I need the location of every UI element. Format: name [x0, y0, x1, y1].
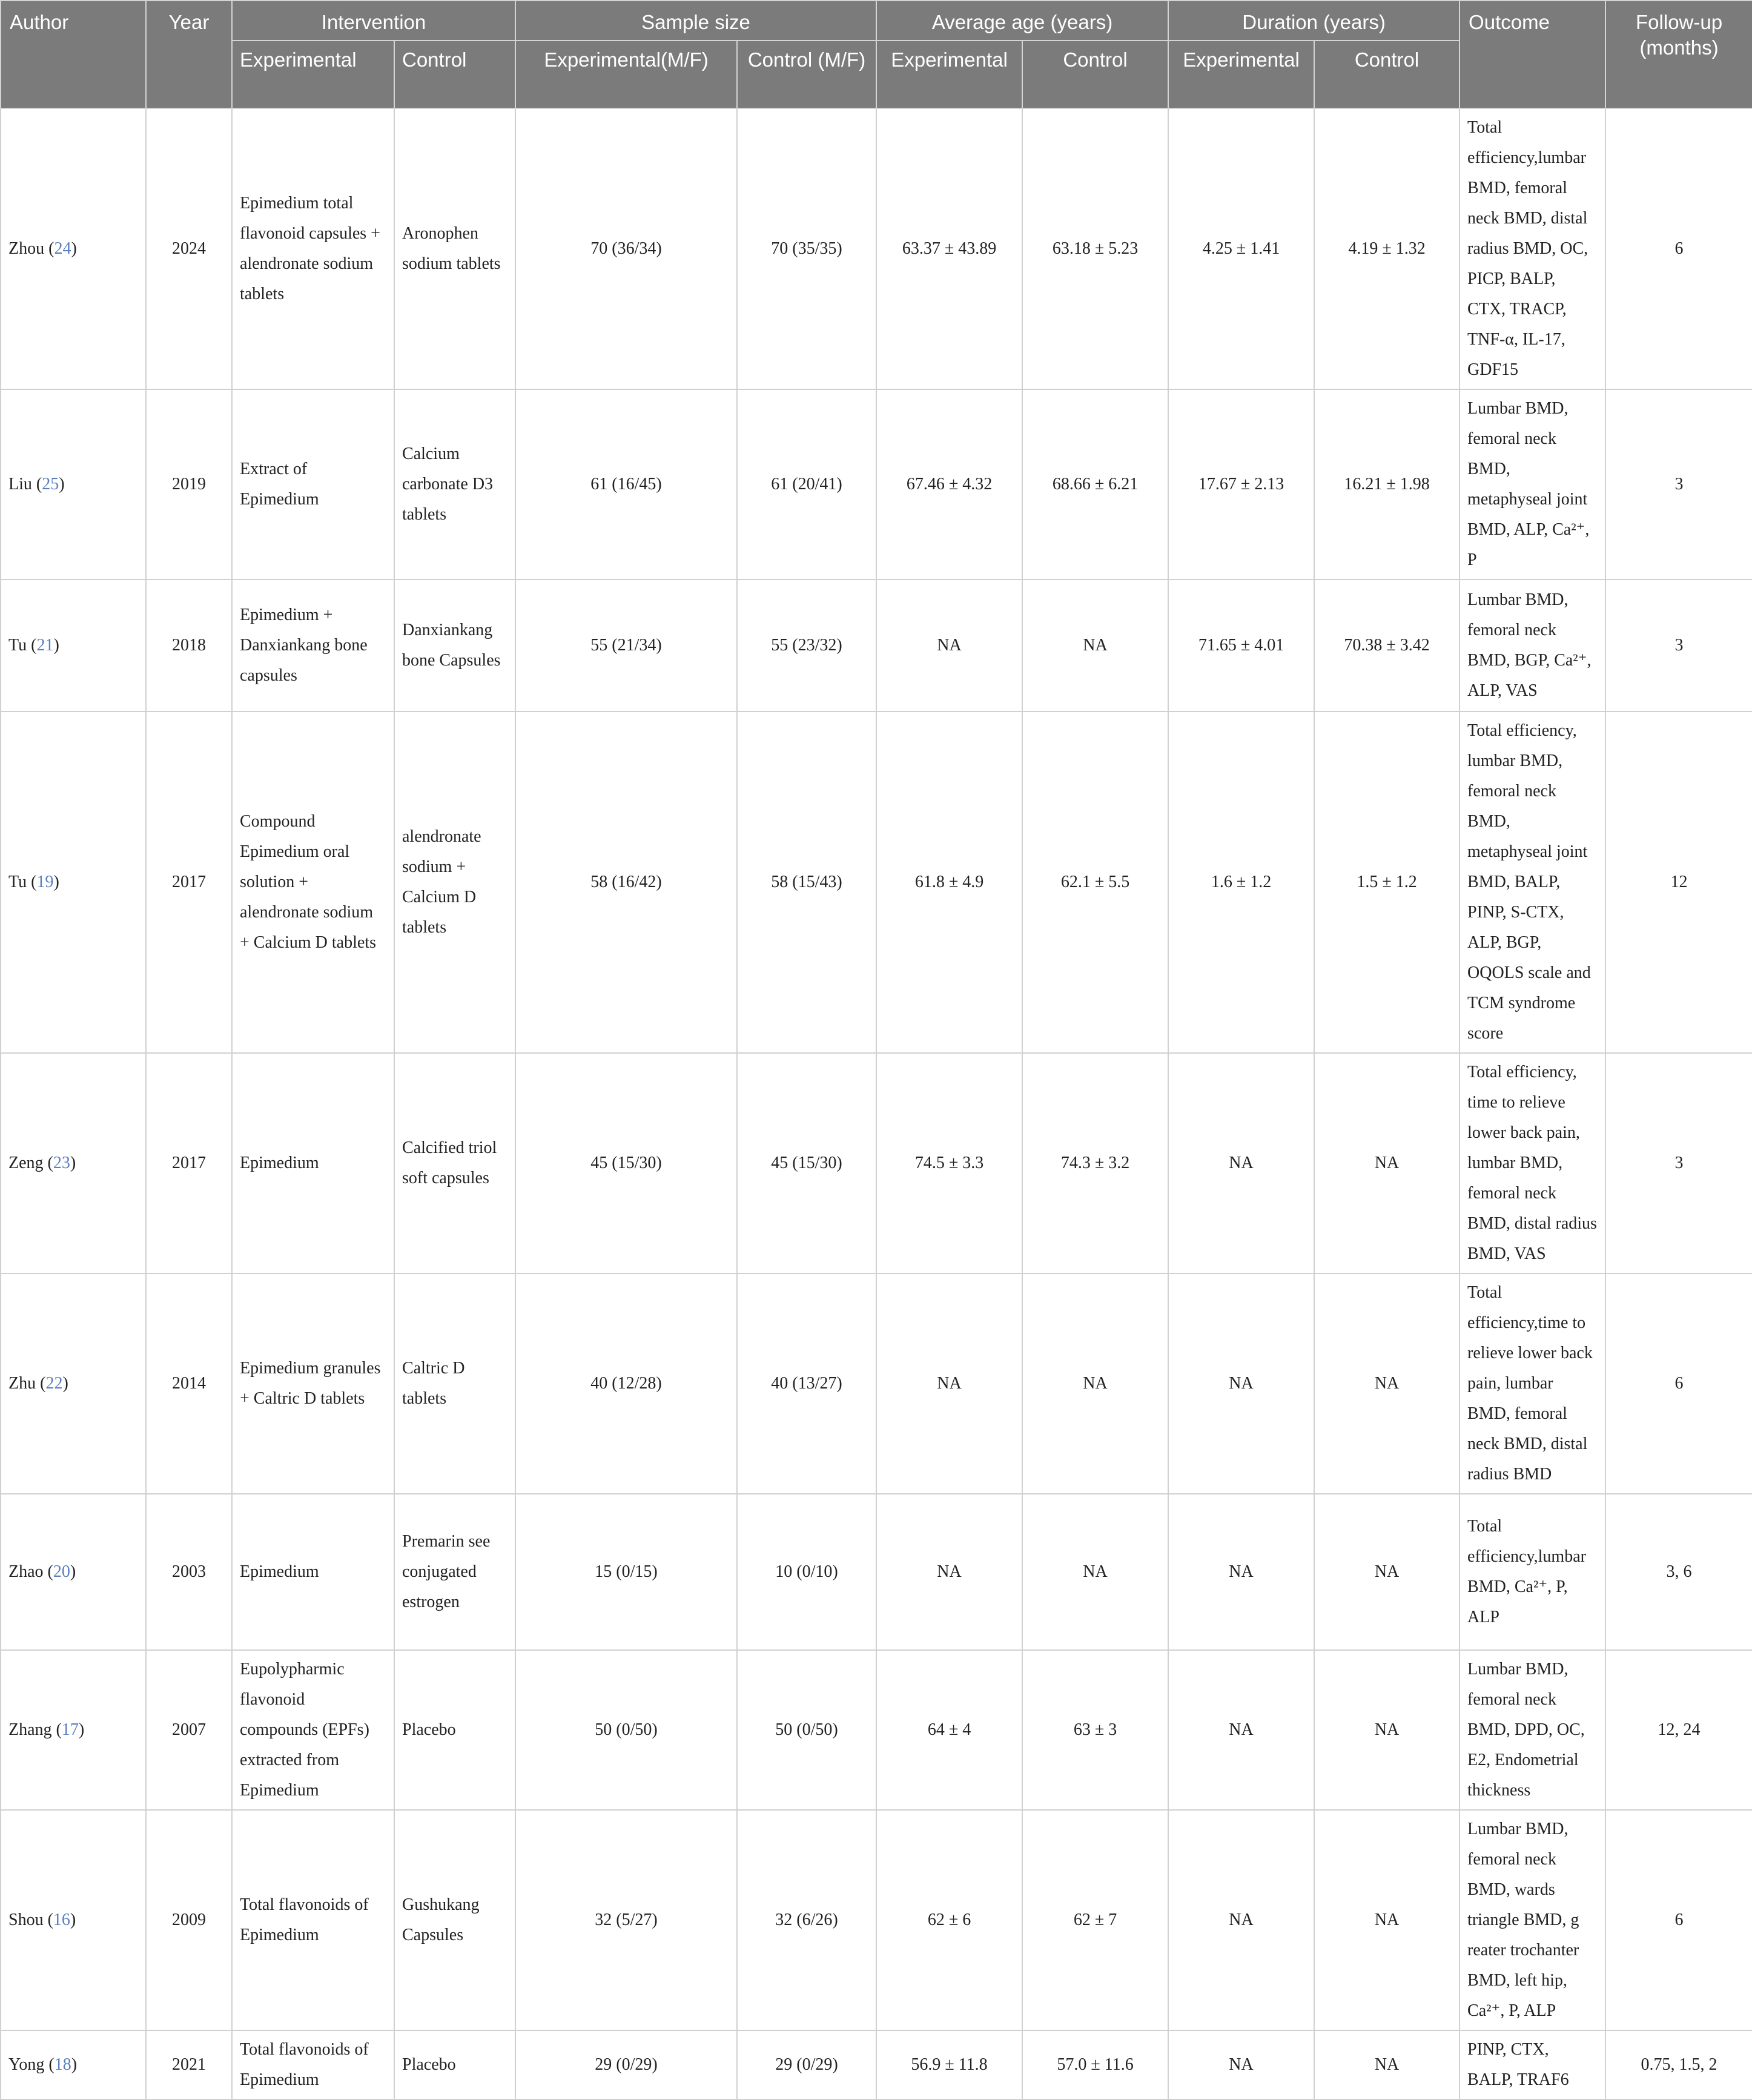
sample-control-cell: 40 (13/27) — [737, 1273, 876, 1494]
reference-link[interactable]: 17 — [61, 1720, 79, 1739]
sample-experimental-cell: 70 (36/34) — [515, 108, 737, 389]
header-sample-experimental: Experimental(M/F) — [515, 41, 737, 108]
table-body — [1, 108, 1752, 2099]
intervention-experimental-cell: Total flavonoids of Epimedium — [232, 2030, 394, 2099]
author-cell: Zhu (22) — [1, 1273, 146, 1494]
followup-cell: 3, 6 — [1605, 1494, 1752, 1650]
age-experimental-cell: 56.9 ± 11.8 — [876, 2030, 1022, 2099]
intervention-experimental-cell: Epimedium — [232, 1494, 394, 1650]
year-cell: 2003 — [146, 1494, 232, 1650]
duration-control-cell: 4.19 ± 1.32 — [1314, 108, 1459, 389]
year-cell: 2017 — [146, 1053, 232, 1273]
sample-control-cell: 10 (0/10) — [737, 1494, 876, 1650]
age-experimental-cell: 63.37 ± 43.89 — [876, 108, 1022, 389]
sample-control-cell: 45 (15/30) — [737, 1053, 876, 1273]
duration-control-cell: 1.5 ± 1.2 — [1314, 712, 1459, 1053]
intervention-experimental-cell: Eupolypharmic flavonoid compounds (EPFs) extracted from Epimedium — [232, 1650, 394, 1810]
age-control-cell: NA — [1022, 579, 1168, 712]
age-control-cell: 57.0 ± 11.6 — [1022, 2030, 1168, 2099]
duration-control-cell: 70.38 ± 3.42 — [1314, 579, 1459, 712]
year-cell: 2007 — [146, 1650, 232, 1810]
age-experimental-cell: 64 ± 4 — [876, 1650, 1022, 1810]
sample-control-cell: 55 (23/32) — [737, 579, 876, 712]
intervention-experimental-cell: Epimedium granules + Caltric D tablets — [232, 1273, 394, 1494]
duration-experimental-cell: NA — [1168, 1650, 1314, 1810]
age-experimental-cell: 61.8 ± 4.9 — [876, 712, 1022, 1053]
age-control-cell: 63.18 ± 5.23 — [1022, 108, 1168, 389]
table-header — [1, 1, 1752, 108]
sample-control-cell: 58 (15/43) — [737, 712, 876, 1053]
header-sample-size: Sample size — [515, 1, 876, 41]
header-intervention-experimental: Experimental — [232, 41, 394, 108]
followup-cell: 6 — [1605, 1810, 1752, 2030]
sample-experimental-cell: 45 (15/30) — [515, 1053, 737, 1273]
sample-control-cell: 32 (6/26) — [737, 1810, 876, 2030]
sample-control-cell: 61 (20/41) — [737, 389, 876, 579]
followup-cell: 12, 24 — [1605, 1650, 1752, 1810]
followup-cell: 3 — [1605, 1053, 1752, 1273]
author-name: Zhu — [8, 1374, 36, 1393]
outcome-cell: Lumbar BMD, femoral neck BMD, metaphyseal joint BMD, ALP, Ca²⁺, P — [1459, 389, 1605, 579]
table-row — [1, 2030, 1752, 2099]
duration-experimental-cell: 4.25 ± 1.41 — [1168, 108, 1314, 389]
year-cell: 2009 — [146, 1810, 232, 2030]
reference-link[interactable]: 16 — [53, 1910, 70, 1929]
duration-experimental-cell: NA — [1168, 1810, 1314, 2030]
author-name: Tu — [8, 636, 27, 655]
outcome-cell: PINP, CTX, BALP, TRAF6 — [1459, 2030, 1605, 2099]
duration-control-cell: NA — [1314, 1273, 1459, 1494]
year-cell: 2017 — [146, 712, 232, 1053]
year-cell: 2018 — [146, 579, 232, 712]
intervention-control-cell: Caltric D tablets — [394, 1273, 515, 1494]
author-name: Liu — [8, 475, 32, 494]
duration-control-cell: NA — [1314, 1494, 1459, 1650]
outcome-cell: Total efficiency,lumbar BMD, femoral neck BMD, distal radius BMD, OC, PICP, BALP, CTX, TRACP, TNF-α, IL-17, GDF15 — [1459, 108, 1605, 389]
header-duration-control: Control — [1314, 41, 1459, 108]
intervention-control-cell: alendronate sodium + Calcium D tablets — [394, 712, 515, 1053]
author-name: Zeng — [8, 1154, 44, 1172]
intervention-experimental-cell: Extract of Epimedium — [232, 389, 394, 579]
outcome-cell: Lumbar BMD, femoral neck BMD, wards triangle BMD, g reater trochanter BMD, left hip, Ca²⁺, P, ALP — [1459, 1810, 1605, 2030]
sample-experimental-cell: 40 (12/28) — [515, 1273, 737, 1494]
header-duration-experimental: Experimental — [1168, 41, 1314, 108]
author-cell: Liu (25) — [1, 389, 146, 579]
header-followup: Follow-up (months) — [1605, 1, 1752, 108]
age-experimental-cell: NA — [876, 579, 1022, 712]
intervention-experimental-cell: Compound Epimedium oral solution + alendronate sodium + Calcium D tablets — [232, 712, 394, 1053]
table-row — [1, 1053, 1752, 1273]
sample-control-cell: 29 (0/29) — [737, 2030, 876, 2099]
outcome-cell: Lumbar BMD, femoral neck BMD, DPD, OC, E2, Endometrial thickness — [1459, 1650, 1605, 1810]
author-cell: Tu (19) — [1, 712, 146, 1053]
sample-control-cell: 50 (0/50) — [737, 1650, 876, 1810]
author-cell: Zhou (24) — [1, 108, 146, 389]
header-age-control: Control — [1022, 41, 1168, 108]
intervention-control-cell: Premarin see conjugated estrogen — [394, 1494, 515, 1650]
outcome-cell: Total efficiency, lumbar BMD, femoral neck BMD, metaphyseal joint BMD, BALP, PINP, S-CTX, ALP, BGP, OQOLS scale and TCM syndrome score — [1459, 712, 1605, 1053]
followup-cell: 6 — [1605, 1273, 1752, 1494]
followup-cell: 12 — [1605, 712, 1752, 1053]
sample-experimental-cell: 55 (21/34) — [515, 579, 737, 712]
table-row — [1, 1273, 1752, 1494]
author-cell: Zhao (20) — [1, 1494, 146, 1650]
header-average-age: Average age (years) — [876, 1, 1168, 41]
sample-control-cell: 70 (35/35) — [737, 108, 876, 389]
intervention-control-cell: Calcified triol soft capsules — [394, 1053, 515, 1273]
age-control-cell: 62 ± 7 — [1022, 1810, 1168, 2030]
intervention-control-cell: Gushukang Capsules — [394, 1810, 515, 2030]
reference-link[interactable]: 23 — [53, 1154, 70, 1172]
duration-experimental-cell: 1.6 ± 1.2 — [1168, 712, 1314, 1053]
intervention-experimental-cell: Epimedium — [232, 1053, 394, 1273]
reference-link[interactable]: 20 — [53, 1562, 70, 1581]
age-experimental-cell: NA — [876, 1494, 1022, 1650]
intervention-experimental-cell: Total flavonoids of Epimedium — [232, 1810, 394, 2030]
intervention-control-cell: Placebo — [394, 2030, 515, 2099]
header-year: Year — [146, 1, 232, 108]
author-cell: Tu (21) — [1, 579, 146, 712]
reference-link[interactable]: 22 — [45, 1374, 63, 1393]
duration-experimental-cell: 17.67 ± 2.13 — [1168, 389, 1314, 579]
duration-control-cell: NA — [1314, 1810, 1459, 2030]
duration-experimental-cell: NA — [1168, 1273, 1314, 1494]
sample-experimental-cell: 50 (0/50) — [515, 1650, 737, 1810]
duration-experimental-cell: 71.65 ± 4.01 — [1168, 579, 1314, 712]
author-cell: Zhang (17) — [1, 1650, 146, 1810]
duration-control-cell: NA — [1314, 1053, 1459, 1273]
intervention-experimental-cell: Epimedium total flavonoid capsules + alendronate sodium tablets — [232, 108, 394, 389]
reference-link[interactable]: 18 — [54, 2055, 71, 2074]
age-control-cell: 74.3 ± 3.2 — [1022, 1053, 1168, 1273]
header-age-experimental: Experimental — [876, 41, 1022, 108]
author-name: Zhao — [8, 1562, 44, 1581]
header-outcome: Outcome — [1459, 1, 1605, 108]
duration-control-cell: NA — [1314, 2030, 1459, 2099]
followup-cell: 6 — [1605, 108, 1752, 389]
table-row — [1, 712, 1752, 1053]
followup-cell: 3 — [1605, 389, 1752, 579]
intervention-control-cell: Danxiankang bone Capsules — [394, 579, 515, 712]
age-experimental-cell: 74.5 ± 3.3 — [876, 1053, 1022, 1273]
author-cell: Zeng (23) — [1, 1053, 146, 1273]
intervention-control-cell: Aronophen sodium tablets — [394, 108, 515, 389]
year-cell: 2021 — [146, 2030, 232, 2099]
age-control-cell: 62.1 ± 5.5 — [1022, 712, 1168, 1053]
year-cell: 2024 — [146, 108, 232, 389]
intervention-control-cell: Placebo — [394, 1650, 515, 1810]
author-name: Shou — [8, 1910, 44, 1929]
author-name: Zhou — [8, 239, 45, 258]
table-row — [1, 1650, 1752, 1810]
outcome-cell: Lumbar BMD, femoral neck BMD, BGP, Ca²⁺, ALP, VAS — [1459, 579, 1605, 712]
header-intervention: Intervention — [232, 1, 515, 41]
duration-control-cell: NA — [1314, 1650, 1459, 1810]
age-control-cell: NA — [1022, 1494, 1168, 1650]
intervention-control-cell: Calcium carbonate D3 tablets — [394, 389, 515, 579]
sample-experimental-cell: 61 (16/45) — [515, 389, 737, 579]
age-experimental-cell: NA — [876, 1273, 1022, 1494]
sample-experimental-cell: 32 (5/27) — [515, 1810, 737, 2030]
table-row — [1, 389, 1752, 579]
author-name: Zhang — [8, 1720, 52, 1739]
reference-link[interactable]: 21 — [36, 636, 54, 655]
header-duration: Duration (years) — [1168, 1, 1459, 41]
outcome-cell: Total efficiency,lumbar BMD, Ca²⁺, P, ALP — [1459, 1494, 1605, 1650]
duration-experimental-cell: NA — [1168, 2030, 1314, 2099]
outcome-cell: Total efficiency, time to relieve lower back pain, lumbar BMD, femoral neck BMD, distal radius BMD, VAS — [1459, 1053, 1605, 1273]
age-control-cell: 63 ± 3 — [1022, 1650, 1168, 1810]
year-cell: 2019 — [146, 389, 232, 579]
sample-experimental-cell: 58 (16/42) — [515, 712, 737, 1053]
reference-link[interactable]: 25 — [42, 475, 59, 494]
age-control-cell: 68.66 ± 6.21 — [1022, 389, 1168, 579]
age-control-cell: NA — [1022, 1273, 1168, 1494]
duration-control-cell: 16.21 ± 1.98 — [1314, 389, 1459, 579]
header-author: Author — [1, 1, 146, 108]
author-cell: Yong (18) — [1, 2030, 146, 2099]
followup-cell: 0.75, 1.5, 2 — [1605, 2030, 1752, 2099]
outcome-cell: Total efficiency,time to relieve lower back pain, lumbar BMD, femoral neck BMD, distal radius BMD — [1459, 1273, 1605, 1494]
followup-cell: 3 — [1605, 579, 1752, 712]
duration-experimental-cell: NA — [1168, 1053, 1314, 1273]
duration-experimental-cell: NA — [1168, 1494, 1314, 1650]
sample-experimental-cell: 15 (0/15) — [515, 1494, 737, 1650]
intervention-experimental-cell: Epimedium + Danxiankang bone capsules — [232, 579, 394, 712]
age-experimental-cell: 67.46 ± 4.32 — [876, 389, 1022, 579]
table-row — [1, 1810, 1752, 2030]
header-intervention-control: Control — [394, 41, 515, 108]
table-row — [1, 1494, 1752, 1650]
table-row — [1, 579, 1752, 712]
author-name: Tu — [8, 873, 27, 891]
header-sample-control: Control (M/F) — [737, 41, 876, 108]
reference-link[interactable]: 19 — [36, 873, 54, 891]
author-cell: Shou (16) — [1, 1810, 146, 2030]
reference-link[interactable]: 24 — [54, 239, 71, 258]
year-cell: 2014 — [146, 1273, 232, 1494]
author-name: Yong — [8, 2055, 45, 2074]
table-row — [1, 108, 1752, 389]
sample-experimental-cell: 29 (0/29) — [515, 2030, 737, 2099]
age-experimental-cell: 62 ± 6 — [876, 1810, 1022, 2030]
